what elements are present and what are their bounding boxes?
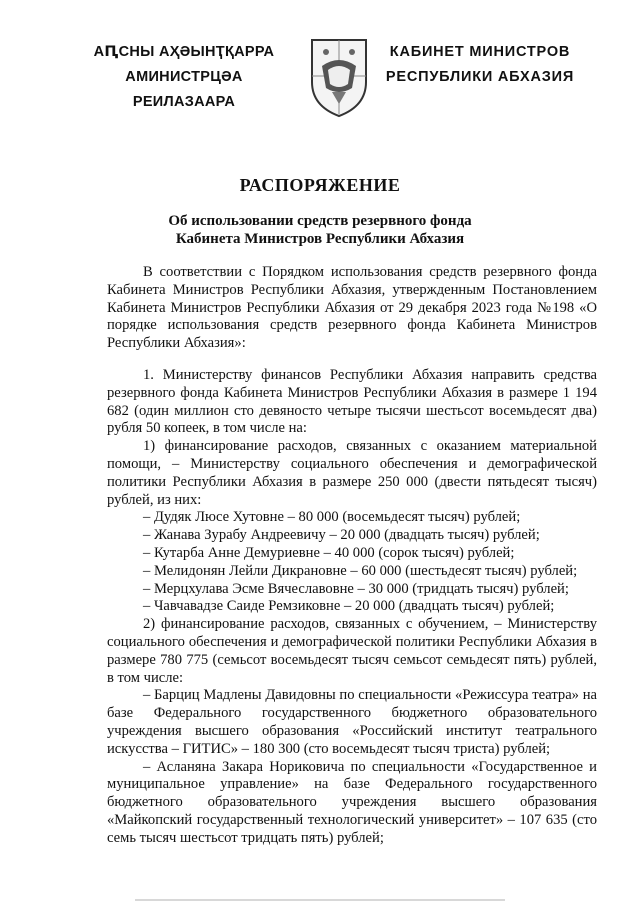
sub1-text: 1) финансирование расходов, связанных с оказанием материальной помощи, – Министерству социального обеспечения и демографической политики Республики Абхазия в размере 250 000 (двести пятьдесят тысяч) рублей, из них:: [107, 438, 597, 508]
list-item: – Мерцхулава Эсме Вячеславовне – 30 000 (тридцать тысяч) рублей;: [143, 580, 569, 597]
student1-text: – Барциц Мадлены Давидовны по специальности «Режиссура театра» на базе Федерального государственного бюджетного образовательного учреждения высшего образования «Российский институт театрального искусства – ГИТИС» – 180 300 (сто восемьдесят тысяч триста) рублей;: [107, 687, 597, 757]
header-right-block: [380, 40, 580, 90]
coat-of-arms-emblem: [308, 36, 370, 118]
item1-text: 1. Министерству финансов Республики Абхазия направить средства резервного фонда Кабинета Министров Республики Абхазия в размере 1 194 682 (один миллион сто девяносто четыре тысячи шестьсот восемьдесят два) рубля 50 копеек, в том числе на:: [107, 367, 597, 437]
header-left-line1: АԤСНЫ АҲӘЫНҬҚАРРА: [93, 44, 275, 60]
document-subtitle: [0, 212, 640, 248]
list-item: – Мелидонян Лейли Дикрановне – 60 000 (шестьдесят тысяч) рублей;: [143, 562, 578, 579]
intro-text: В соответствии с Порядком использования средств резервного фонда Кабинета Министров Республики Абхазия, утвержденным Постановлением Кабинета Министров Республики Абхазия от 29 декабря 2023 года №198 «О порядке использования средств резервного фонда Кабинета Министров Республики Абхазия»:: [107, 264, 597, 352]
header-left-block: [78, 40, 290, 115]
subtitle-line2: Кабинета Министров Республики Абхазия: [175, 231, 465, 247]
student2-text: – Асланяна Закара Нориковича по специальности «Государственное и муниципальное управление» на базе Федерального государственного бюджетного образовательного учреждения высшего образования «Майкопский государственный технологический университет» – 107 635 (сто семь тысяч шестьсот тридцать пять) рублей;: [107, 758, 597, 846]
list-item: – Кутарба Анне Демуриевне – 40 000 (сорок тысяч) рублей;: [143, 544, 515, 561]
header-right-line1: КАБИНЕТ МИНИСТРОВ: [389, 44, 571, 60]
item1-paragraph: [107, 367, 597, 848]
subtitle-line1: Об использовании средств резервного фонда: [168, 213, 472, 229]
page-edge-divider: [135, 899, 505, 901]
document-title: РАСПОРЯЖЕНИЕ: [239, 175, 401, 195]
list-item: – Дудяк Люсе Хутовне – 80 000 (восемьдесят тысяч) рублей;: [143, 509, 521, 526]
list-item: – Чавчавадзе Саиде Ремзиковне – 20 000 (двадцать тысяч) рублей;: [143, 598, 555, 615]
sub2-text: 2) финансирование расходов, связанных с обучением, – Министерству социального обеспечения и демографической политики Республики Абхазия в размере 780 775 (семьсот восемьдесят тысяч семьсот семьдесят пять) рублей, в том числе:: [107, 616, 597, 686]
recipients-list: [107, 509, 597, 616]
header-right-line2: РЕСПУБЛИКИ АБХАЗИЯ: [385, 69, 575, 85]
intro-paragraph: [107, 264, 597, 353]
header-left-line2: АМИНИСТРЦӘА РЕИЛАЗААРА: [125, 69, 243, 110]
list-item: – Жанава Зурабу Андреевичу – 20 000 (двадцать тысяч) рублей;: [143, 527, 540, 544]
